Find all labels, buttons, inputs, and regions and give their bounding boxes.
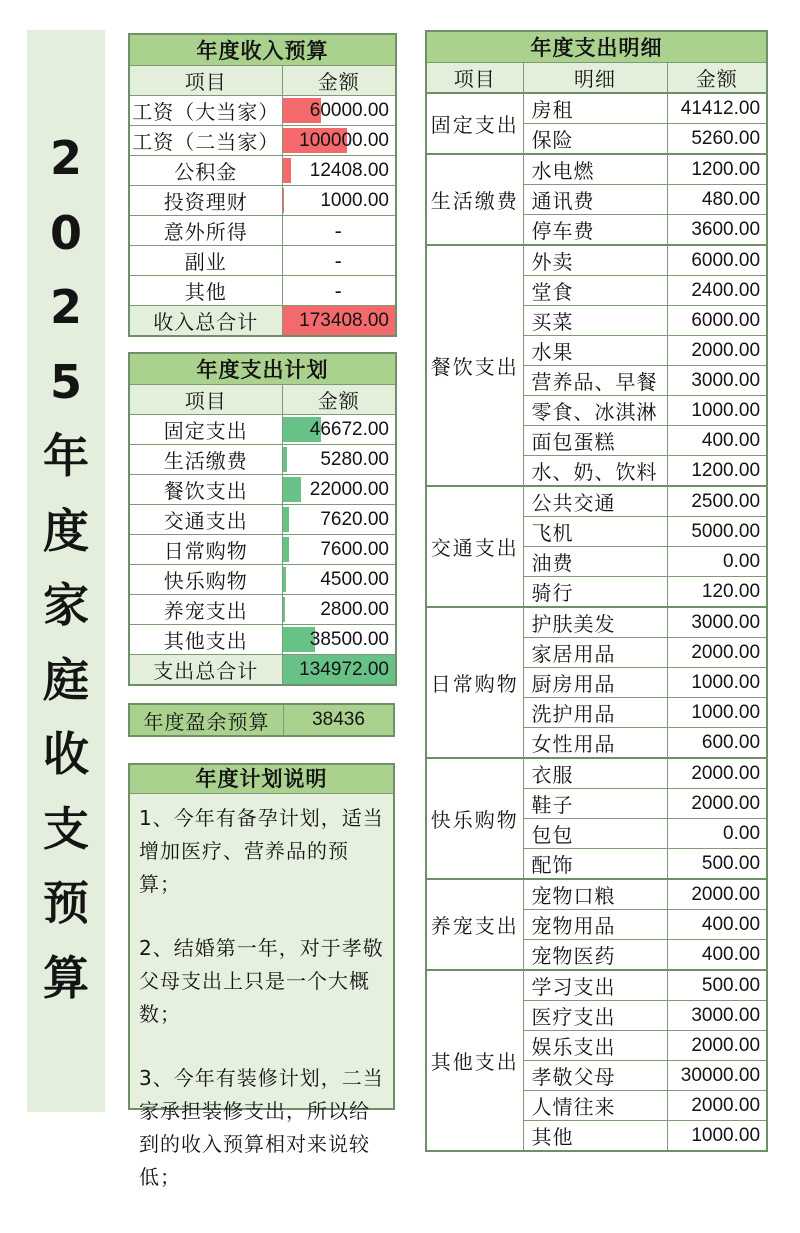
surplus-budget-row [128,703,395,737]
annual-plan-notes-panel [128,763,395,1189]
category-cell: 固定支出 [426,93,523,154]
amount-cell [282,535,396,565]
amount-cell: 2000.00 [667,758,767,789]
amount-cell: 1000.00 [667,1121,767,1152]
column-header-amount: 金额 [282,66,396,96]
amount-cell: 41412.00 [667,93,767,124]
detail-cell: 衣服 [523,758,667,789]
item-cell: 生活缴费 [129,445,282,475]
amount-cell: 480.00 [667,185,767,215]
amount-cell: 2000.00 [667,789,767,819]
amount-cell: 3000.00 [667,607,767,638]
amount-cell: 30000.00 [667,1061,767,1091]
column-header-row [129,385,396,415]
amount-value: 2800.00 [320,598,389,620]
amount-cell: 1200.00 [667,154,767,185]
expense-detail-table [425,30,768,1152]
amount-value: 1000.00 [320,189,389,211]
table-title: 年度支出明细 [426,31,767,63]
table-title-row [426,31,767,63]
item-cell: 养宠支出 [129,595,282,625]
amount-cell [282,595,396,625]
detail-cell: 面包蛋糕 [523,426,667,456]
category-cell: 交通支出 [426,486,523,607]
item-cell: 工资（大当家） [129,96,282,126]
item-cell: 投资理财 [129,186,282,216]
table-row [129,96,396,126]
amount-cell [282,505,396,535]
vertical-title-char: 庭 [43,652,89,707]
table-row [129,565,396,595]
amount-value: - [334,218,343,243]
amount-cell [282,625,396,655]
detail-cell: 零食、冰淇淋 [523,396,667,426]
amount-cell: 1000.00 [667,396,767,426]
amount-value: 46672.00 [309,418,389,440]
amount-value: - [334,248,343,273]
vertical-title-char: 0 [49,205,82,260]
detail-cell: 水果 [523,336,667,366]
expense-plan-table [128,352,397,686]
table-row [426,758,767,789]
amount-cell: 1200.00 [667,456,767,487]
column-header-amount: 金额 [667,63,767,94]
amount-cell: 400.00 [667,426,767,456]
column-header-item: 项目 [426,63,523,94]
amount-cell [282,565,396,595]
amount-cell: 2000.00 [667,1091,767,1121]
detail-cell: 买菜 [523,306,667,336]
vertical-title-char: 度 [43,503,89,558]
amount-cell: 1000.00 [667,668,767,698]
item-cell: 副业 [129,246,282,276]
amount-cell: 2000.00 [667,1031,767,1061]
item-cell: 固定支出 [129,415,282,445]
item-cell: 其他 [129,276,282,306]
amount-cell: 6000.00 [667,306,767,336]
vertical-title-char: 5 [49,354,82,409]
amount-cell: 3000.00 [667,366,767,396]
vertical-page-title [27,30,105,1112]
amount-cell [282,246,396,276]
amount-value: 7620.00 [320,508,389,530]
amount-cell: 600.00 [667,728,767,759]
detail-cell: 公共交通 [523,486,667,517]
item-cell: 交通支出 [129,505,282,535]
table-row [129,625,396,655]
table-row [129,156,396,186]
amount-value: 100000.00 [299,129,389,151]
item-cell: 其他支出 [129,625,282,655]
amount-cell: 500.00 [667,849,767,880]
amount-value: 5280.00 [320,448,389,470]
item-cell: 公积金 [129,156,282,186]
amount-value: 38500.00 [309,628,389,650]
vertical-title-char: 算 [43,950,89,1005]
category-cell: 日常购物 [426,607,523,758]
detail-cell: 配饰 [523,849,667,880]
total-amount-value: 173408.00 [299,309,389,331]
amount-value: 22000.00 [309,478,389,500]
table-row [129,186,396,216]
amount-cell [282,216,396,246]
table-row [426,154,767,185]
detail-cell: 房租 [523,93,667,124]
detail-cell: 娱乐支出 [523,1031,667,1061]
notes-paragraph: 1、今年有备孕计划，适当增加医疗、营养品的预算； [139,806,384,896]
amount-cell: 2000.00 [667,879,767,910]
detail-cell: 学习支出 [523,970,667,1001]
notes-paragraph: 3、今年有装修计划，二当家承担装修支出，所以给到的收入预算相对来说较低； [139,1066,384,1189]
category-cell: 养宠支出 [426,879,523,970]
amount-cell: 0.00 [667,819,767,849]
amount-value: 60000.00 [309,99,389,121]
detail-cell: 宠物用品 [523,910,667,940]
table-row [129,445,396,475]
amount-cell [282,186,396,216]
detail-cell: 洗护用品 [523,698,667,728]
item-cell: 工资（二当家） [129,126,282,156]
income-budget-table [128,33,397,337]
total-amount-cell [282,306,396,337]
vertical-title-char: 预 [43,876,89,930]
table-row [129,535,396,565]
total-label: 收入总合计 [129,306,282,337]
vertical-title-char: 收 [43,727,89,781]
amount-cell: 5000.00 [667,517,767,547]
column-header-amount: 金额 [282,385,396,415]
amount-cell: 2000.00 [667,336,767,366]
detail-cell: 水电燃 [523,154,667,185]
table-title-row [129,353,396,385]
detail-cell: 护肤美发 [523,607,667,638]
vertical-title-char: 家 [43,578,89,632]
item-cell: 日常购物 [129,535,282,565]
category-cell: 生活缴费 [426,154,523,245]
amount-cell: 400.00 [667,940,767,971]
total-row [129,655,396,686]
column-header-item: 项目 [129,385,282,415]
table-row [129,216,396,246]
amount-cell: 1000.00 [667,698,767,728]
table-row [129,595,396,625]
table-row [129,505,396,535]
table-title: 年度支出计划 [129,353,396,385]
detail-cell: 堂食 [523,276,667,306]
category-cell: 快乐购物 [426,758,523,879]
detail-cell: 宠物医药 [523,940,667,971]
amount-value: 12408.00 [309,159,389,181]
detail-cell: 孝敬父母 [523,1061,667,1091]
amount-cell [282,156,396,186]
column-header-detail: 明细 [523,63,667,94]
detail-cell: 医疗支出 [523,1001,667,1031]
amount-value: 7600.00 [320,538,389,560]
detail-cell: 女性用品 [523,728,667,759]
amount-cell [282,126,396,156]
table-row [426,486,767,517]
item-cell: 意外所得 [129,216,282,246]
total-amount-value: 134972.00 [299,658,389,680]
amount-value: 4500.00 [320,568,389,590]
detail-cell: 家居用品 [523,638,667,668]
detail-cell: 其他 [523,1121,667,1152]
category-cell: 其他支出 [426,970,523,1151]
detail-cell: 厨房用品 [523,668,667,698]
detail-cell: 营养品、早餐 [523,366,667,396]
detail-cell: 包包 [523,819,667,849]
vertical-title-char: 支 [43,801,89,856]
surplus-label: 年度盈余预算 [130,705,284,735]
item-cell: 快乐购物 [129,565,282,595]
amount-cell: 2500.00 [667,486,767,517]
surplus-value: 38436 [312,709,365,730]
total-label: 支出总合计 [129,655,282,686]
column-header-row [426,63,767,94]
amount-value: - [334,278,343,303]
table-title-row [129,34,396,66]
amount-cell: 0.00 [667,547,767,577]
detail-cell: 停车费 [523,215,667,246]
table-title: 年度收入预算 [129,34,396,66]
table-row [129,475,396,505]
table-row [426,607,767,638]
amount-cell: 2400.00 [667,276,767,306]
detail-cell: 飞机 [523,517,667,547]
vertical-title-char: 年 [43,429,89,483]
table-row [129,276,396,306]
table-row [426,970,767,1001]
amount-cell: 3600.00 [667,215,767,246]
detail-cell: 通讯费 [523,185,667,215]
table-row [129,246,396,276]
table-row [426,245,767,276]
detail-cell: 保险 [523,124,667,155]
column-header-item: 项目 [129,66,282,96]
vertical-title-char: 2 [49,280,82,334]
detail-cell: 水、奶、饮料 [523,456,667,487]
detail-cell: 油费 [523,547,667,577]
amount-cell: 6000.00 [667,245,767,276]
amount-cell [282,445,396,475]
amount-cell [282,475,396,505]
amount-cell: 5260.00 [667,124,767,155]
detail-cell: 鞋子 [523,789,667,819]
column-header-row [129,66,396,96]
amount-cell [282,415,396,445]
detail-cell: 外卖 [523,245,667,276]
vertical-title-char: 2 [49,131,82,185]
total-amount-cell [282,655,396,686]
table-row [426,93,767,124]
amount-cell: 3000.00 [667,1001,767,1031]
category-cell: 餐饮支出 [426,245,523,486]
amount-cell: 500.00 [667,970,767,1001]
amount-cell [282,276,396,306]
notes-body [130,794,393,1233]
table-row [129,126,396,156]
notes-paragraph: 2、结婚第一年，对于孝敬父母支出上只是一个大概数； [139,936,384,1026]
amount-cell: 2000.00 [667,638,767,668]
detail-cell: 骑行 [523,577,667,608]
notes-title: 年度计划说明 [130,765,393,794]
detail-cell: 宠物口粮 [523,879,667,910]
amount-cell [282,96,396,126]
item-cell: 餐饮支出 [129,475,282,505]
amount-cell: 400.00 [667,910,767,940]
total-row [129,306,396,337]
table-row [129,415,396,445]
amount-cell: 120.00 [667,577,767,608]
detail-cell: 人情往来 [523,1091,667,1121]
table-row [426,879,767,910]
